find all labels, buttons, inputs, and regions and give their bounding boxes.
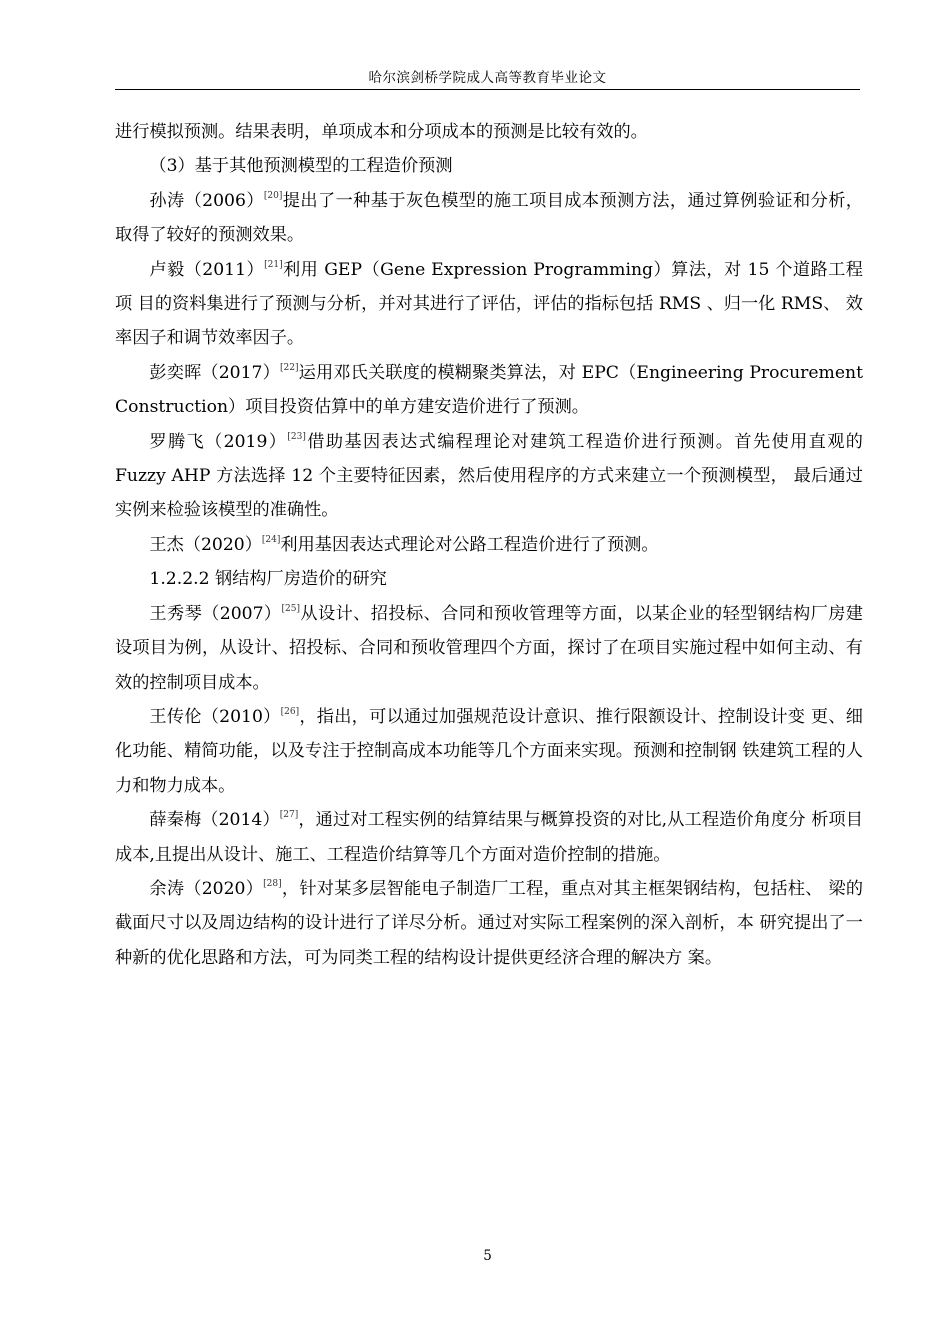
citation-author: 彭奕晖（2017） [149,362,280,383]
paragraph-text: 从设计、招投标、合同和预收管理等方面，以某企业的轻型钢结构厂房建设项目为例，从设计、招投标、合同和预收管理四个方面，探讨了在项目实施过程中如何主动、有效的控制项目成本。 [115,603,863,693]
paragraph-text: 提出了一种基于灰色模型的施工项目成本预测方法，通过算例验证和分析，取得了较好的预测效果。 [115,190,863,246]
citation-paragraph [115,872,863,975]
citation-ref: [25] [281,603,300,614]
subsection-heading-text: （3）基于其他预测模型的工程造价预测 [149,156,453,177]
paragraph-text: ，指出，可以通过加强规范设计意识、推行限额设计、控制设计变 更、细化功能、精简功能，以及专注于控制高成本功能等几个方面来实现。预测和控制钢 铁建筑工程的人力和物力成本。 [115,706,863,796]
paragraph-text: 运用邓氏关联度的模糊聚类算法，对 EPC（Engineering Procurement Construction）项目投资估算中的单方建安造价进行了预测。 [115,362,863,418]
citation-ref: [22] [279,362,299,373]
citation-paragraph [115,184,863,253]
citation-ref: [21] [264,259,283,270]
header-divider [115,89,860,90]
citation-paragraph [115,356,863,425]
citation-author: 余涛（2020） [149,878,264,899]
subsection-heading [115,149,863,183]
paragraph-text: ，针对某多层智能电子制造厂工程，重点对其主框架钢结构，包括柱、 梁的截面尺寸以及周边结构的设计进行了详尽分析。通过对实际工程案例的深入剖析，本 研究提出了一种新的优化思路和方法，可为同类工程的结构设计提供更经济合理的解决方 案。 [115,878,864,968]
paragraph-text: ，通过对工程实例的结算结果与概算投资的对比,从工程造价角度分 析项目成本,且提出从设计、施工、工程造价结算等几个方面对造价控制的措施。 [115,810,863,865]
citation-ref: [23] [287,431,306,442]
citation-paragraph [115,528,863,562]
section-heading [115,562,863,596]
citation-author: 王传伦（2010） [149,706,281,727]
citation-paragraph [115,803,863,872]
body-text [115,115,863,975]
citation-author: 王秀琴（2007） [149,603,282,624]
citation-ref: [26] [280,706,300,717]
citation-ref: [28] [263,878,282,889]
citation-author: 薛秦梅（2014） [149,810,280,831]
paragraph-text: 利用基因表达式理论对公路工程造价进行了预测。 [280,534,659,555]
citation-paragraph [115,700,863,803]
citation-paragraph [115,597,863,700]
citation-author: 王杰（2020） [149,534,262,555]
citation-ref: [27] [279,810,299,821]
paragraph-text: 进行模拟预测。结果表明，单项成本和分项成本的预测是比较有效的。 [115,122,648,142]
citation-ref: [20] [263,190,283,201]
citation-author: 卢毅（2011） [149,259,265,280]
paragraph-continuation [115,115,863,149]
paragraph-text: 借助基因表达式编程理论对建筑工程造价进行预测。首先使用直观的 Fuzzy AHP 方法选择 12 个主要特征因素，然后使用程序的方式来建立一个预测模型， 最后通过实例来检验该模型的准确性。 [115,431,863,521]
citation-ref: [24] [261,534,281,545]
page-number: 5 [483,1248,492,1264]
citation-paragraph [115,425,863,528]
section-heading-text: 1.2.2.2 钢结构厂房造价的研究 [149,569,387,590]
citation-author: 罗腾飞（2019） [149,431,288,452]
paragraph-text: 利用 GEP（Gene Expression Programming）算法，对 15 个道路工程项 目的资料集进行了预测与分析，并对其进行了评估，评估的指标包括 RMS 、归一化 RMS、 效率因子和调节效率因子。 [115,259,863,349]
citation-paragraph [115,253,863,356]
page-header: 哈尔滨剑桥学院成人高等教育毕业论文 [368,70,607,86]
citation-author: 孙涛（2006） [149,190,264,211]
